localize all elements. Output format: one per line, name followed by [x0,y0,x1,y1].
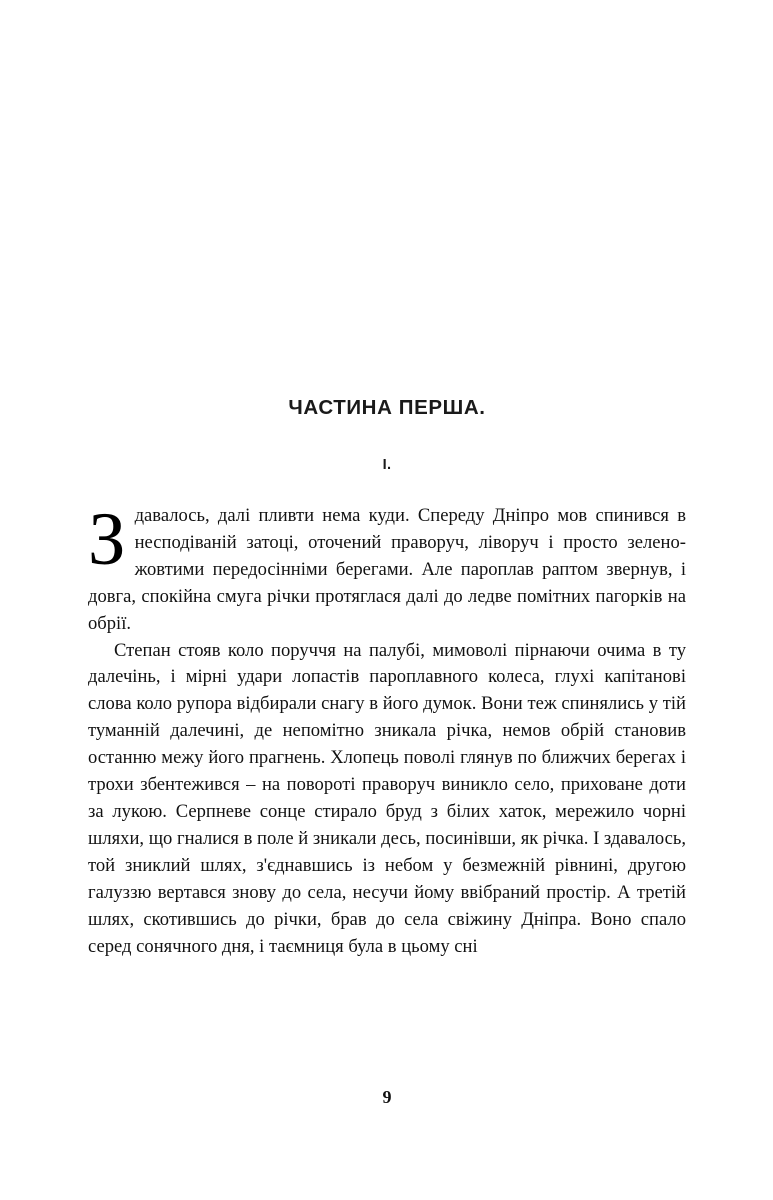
drop-cap: З [88,498,126,581]
page-title: ЧАСТИНА ПЕРША. [288,396,486,419]
chapter-number: I. [382,457,392,473]
paragraph-text: давалось, далі пливти нема куди. Спереду Дніпро мов спинився в несподіваній затоці, оточений праворуч, ліворуч і просто зелено-жовтими передосінніми берегами. Але пароплав раптом звернув, і довга, спокійна смуга річки протяглася далі до ледве помітних пагорків на обрії. [88,505,686,634]
page-number: 9 [382,1087,392,1107]
body-copy [88,498,686,960]
paragraph-text: Степан стояв коло поруччя на палубі, мимоволі пірнаючи очима в ту далечінь, і мірні удари лопастів пароплавного колеса, глухі капітанові слова коло рупора відбирали снагу в його думок. Вони теж спинялись у тій туманній далечині, де непомітно зникала річка, немов обрій становив останню межу його прагнень. Хлопець поволі глянув по ближчих берегах і трохи збентежився – на повороті праворуч виникло село, приховане доти за лукою. Серпневе сонце стирало бруд з білих хаток, мережило чорні шляхи, що гналися в поле й зникали десь, посинівши, як річка. І здавалось, той зниклий шлях, з'єднавшись із небом у безмежній рівнині, другою галуззю вертався знову до села, несучи йому ввібраний простір. А третій шлях, скотившись до річки, брав до села свіжину Дніпра. Воно спало серед сонячного дня, і таємниця була в цьому сні [88,639,686,957]
paragraph-second [88,638,686,961]
paragraph-opening [88,498,686,638]
